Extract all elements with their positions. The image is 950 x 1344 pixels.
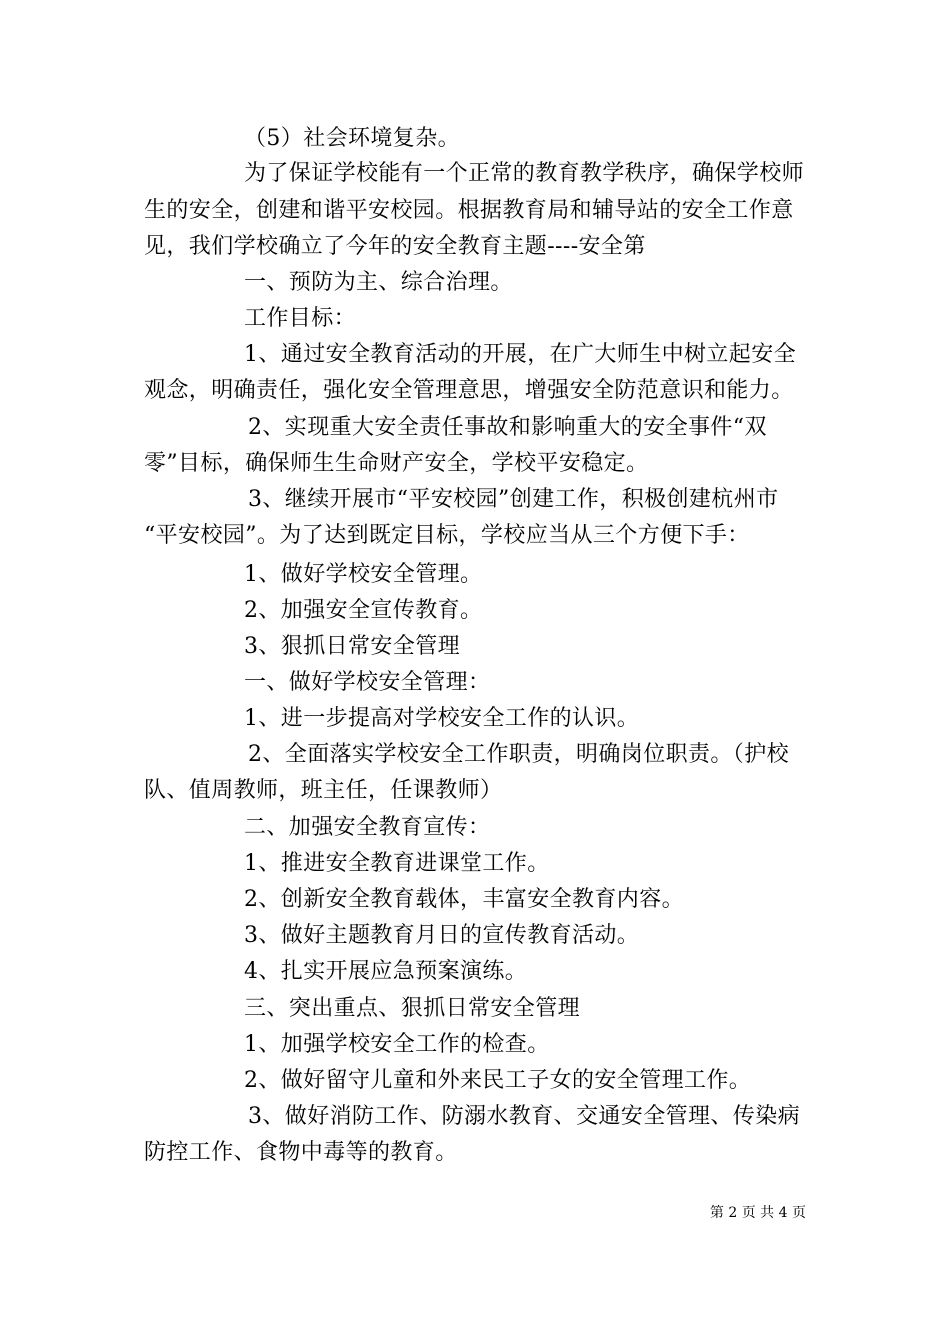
text-line: 4、扎实开展应急预案演练。 — [244, 959, 528, 984]
text-line: 为了保证学校能有一个正常的教育教学秩序，确保学校师 — [244, 161, 805, 186]
page-number-footer: 第 2 页 共 4 页 — [709, 1205, 806, 1221]
text-line: 生的安全，创建和谐平安校园。根据教育局和辅导站的安全工作意 — [144, 198, 794, 223]
text-line: 1、加强学校安全工作的检查。 — [244, 1032, 550, 1057]
text-line: 3、做好主题教育月日的宣传教育活动。 — [244, 923, 640, 948]
text-line: 2、做好留守儿童和外来民工子女的安全管理工作。 — [244, 1068, 752, 1093]
text-line: （5）社会环境复杂。 — [244, 126, 460, 151]
text-line: 观念，明确责任，强化安全管理意思，增强安全防范意识和能力。 — [144, 378, 794, 403]
text-line: 2、加强安全宣传教育。 — [244, 598, 483, 623]
text-line: 2、实现重大安全责任事故和影响重大的安全事件“双 — [248, 415, 767, 440]
text-line: 3、继续开展市“平安校园”创建工作，积极创建杭州市 — [248, 487, 779, 512]
text-line: 2、创新安全教育载体，丰富安全教育内容。 — [244, 887, 684, 912]
text-line: 1、进一步提高对学校安全工作的认识。 — [244, 706, 640, 731]
text-line: 二、加强安全教育宣传： — [244, 815, 491, 840]
text-line: 队、值周教师，班主任，任课教师） — [144, 778, 503, 803]
text-line: 见，我们学校确立了今年的安全教育主题----安全第 — [144, 234, 646, 259]
text-line: 1、通过安全教育活动的开展，在广大师生中树立起安全 — [244, 342, 796, 367]
text-line: 1、做好学校安全管理。 — [244, 562, 483, 587]
text-line: 3、做好消防工作、防溺水教育、交通安全管理、传染病 — [248, 1104, 800, 1129]
text-line: 一、预防为主、综合治理。 — [244, 270, 513, 295]
text-line: 一、做好学校安全管理： — [244, 670, 491, 695]
text-line: 三、突出重点、狠抓日常安全管理 — [244, 996, 581, 1021]
text-line: 工作目标： — [244, 306, 357, 331]
text-line: “平安校园”。为了达到既定目标，学校应当从三个方便下手： — [144, 523, 750, 548]
text-line: 零”目标，确保师生生命财产安全，学校平安稳定。 — [144, 451, 649, 476]
text-line: 防控工作、食物中毒等的教育。 — [144, 1140, 458, 1165]
text-line: 1、推进安全教育进课堂工作。 — [244, 851, 550, 876]
text-line: 3、狠抓日常安全管理 — [244, 634, 460, 659]
text-line: 2、全面落实学校安全工作职责，明确岗位职责。（护校 — [248, 742, 789, 767]
